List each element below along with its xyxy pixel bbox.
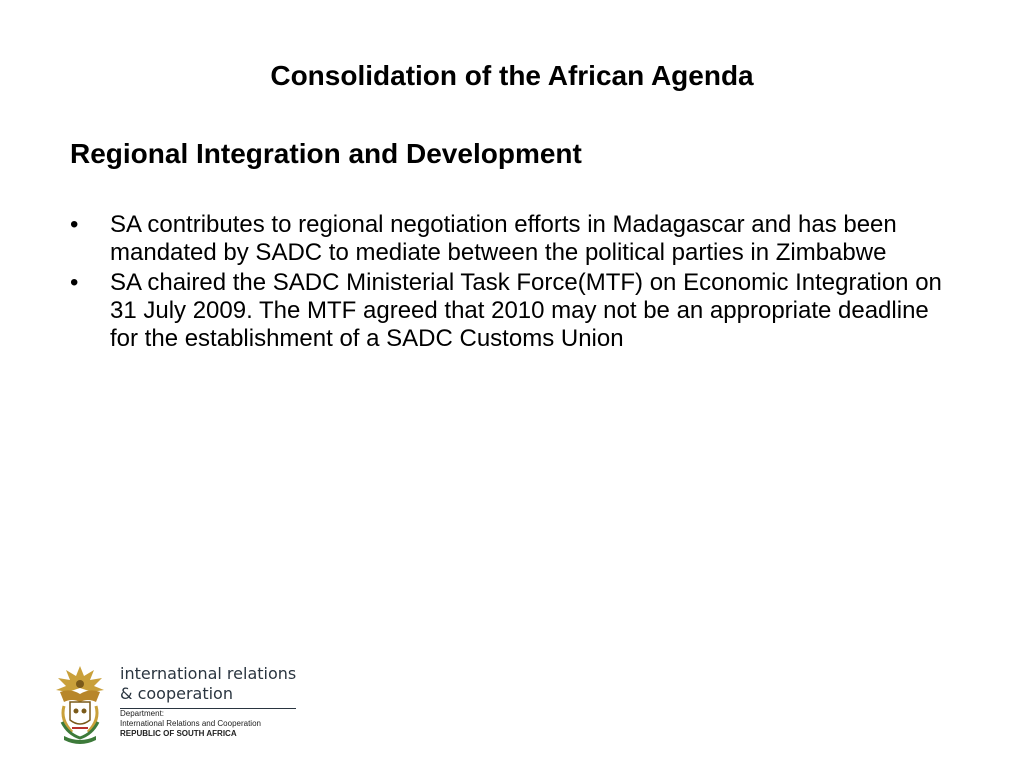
brand-line-2: & cooperation (120, 684, 233, 703)
brand-line-1: international relations (120, 664, 297, 683)
bullet-item (70, 269, 950, 353)
bullet-item (70, 211, 950, 267)
slide-title: Consolidation of the African Agenda (270, 60, 754, 91)
footer-logo (50, 662, 310, 746)
bullet-marker: • (70, 269, 79, 296)
bullet-text: SA contributes to regional negotiation efforts in Madagascar and has been mandated by SADC to mediate between the political parties in Zimbabwe (110, 211, 897, 266)
bullet-text: SA chaired the SADC Ministerial Task Force(MTF) on Economic Integration on 31 July 2009. The MTF agreed that 2010 may not be an appropriate deadline for the establishment of a SADC Customs Union (110, 269, 942, 352)
brand-text (120, 664, 320, 739)
bullet-list (70, 211, 950, 355)
section-heading: Regional Integration and Development (70, 138, 582, 169)
department-label: Department: (120, 709, 165, 718)
department-name: International Relations and Cooperation (120, 719, 261, 728)
country-name: REPUBLIC OF SOUTH AFRICA (120, 729, 237, 738)
south-africa-coat-of-arms-icon (50, 662, 110, 746)
bullet-marker: • (70, 211, 79, 238)
